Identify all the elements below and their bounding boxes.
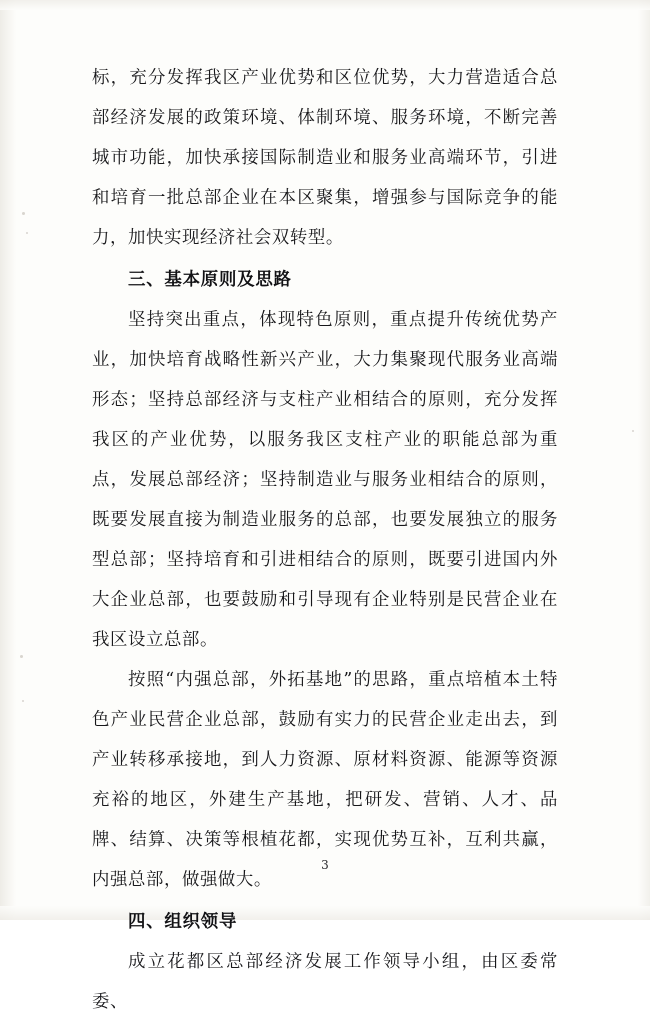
paragraph-goals-continuation: 标，充分发挥我区产业优势和区位优势，大力营造适合总部经济发展的政策环境、体制环境、服务环境，不断完善城市功能，加快承接国际制造业和服务业高端环节，引进和培育一批总部企业在本区聚集，增强参与国际竞争的能力，加快实现经济社会双转型。 — [92, 68, 558, 248]
page-number: 3 — [321, 858, 329, 872]
scan-speck — [20, 655, 23, 658]
paragraph-basic-principles: 坚持突出重点，体现特色原则，重点提升传统优势产业，加快培育战略性新兴产业，大力集聚现代服务业高端形态；坚持总部经济与支柱产业相结合的原则，充分发挥我区的产业优势，以服务我区支柱产业的职能总部为重点，发展总部经济；坚持制造业与服务业相结合的原则，既要发展直接为制造业服务的总部，也要发展独立的服务型总部；坚持培育和引进相结合的原则，既要引进国内外大企业总部，也要鼓励和引导现有企业特别是民营企业在我区设立总部。 — [92, 310, 558, 650]
section-heading-basic-principles: 三、基本原则及思路 — [128, 270, 292, 290]
paragraph-leading-group: 成立花都区总部经济发展工作领导小组，由区委常委、 — [92, 952, 558, 1012]
scan-edge-right — [638, 0, 650, 920]
scan-speck — [22, 212, 25, 215]
scan-speck — [22, 700, 24, 702]
section-heading-organizational-leadership: 四、组织领导 — [128, 912, 238, 932]
paragraph-strategy-approach: 按照“内强总部，外拓基地”的思路，重点培植本土特色产业民营企业总部，鼓励有实力的民营企业走出去，到产业转移承接地，到人力资源、原材料资源、能源等资源充裕的地区，外建生产基地，把研发、营销、人才、品牌、结算、决策等根植花都，实现优势互补，互利共赢，内强总部，做强做大。 — [92, 670, 558, 890]
scan-edge-top — [0, 0, 650, 10]
scan-edge-left — [0, 0, 16, 920]
scan-speck — [26, 232, 28, 234]
document-body — [92, 58, 558, 1022]
scan-speck — [632, 430, 634, 432]
